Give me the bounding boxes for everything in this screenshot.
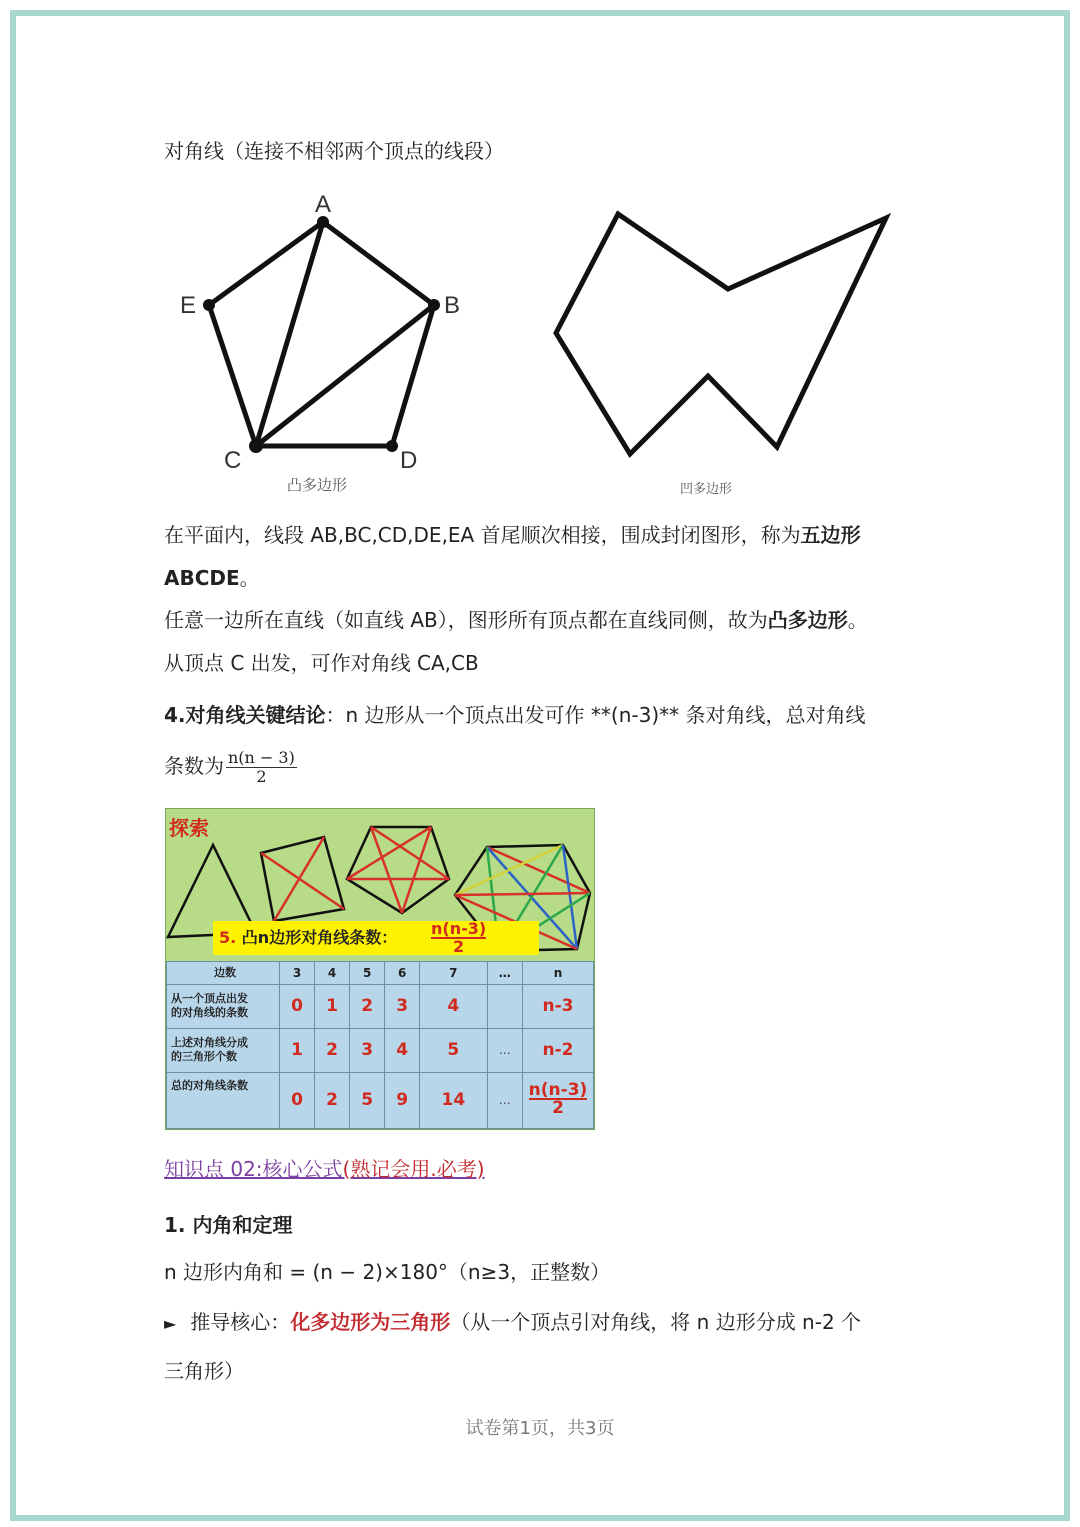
table-cell: 3 bbox=[350, 1028, 385, 1072]
table-header-cell: 4 bbox=[315, 962, 350, 985]
text-span: 在平面内，线段 AB,BC,CD,DE,EA 首尾顺次相接，围成封闭图形，称为 bbox=[164, 523, 801, 547]
derivation-key: 化多边形为三角形 bbox=[290, 1310, 451, 1334]
total-fraction-denominator: 2 bbox=[552, 1098, 564, 1119]
table-cell: 4 bbox=[420, 985, 487, 1029]
band-fraction-denominator: 2 bbox=[453, 937, 465, 956]
total-fraction-numerator: n(n-3) bbox=[528, 1080, 588, 1101]
explore-title: 探索 bbox=[169, 816, 209, 840]
derivation-line1 bbox=[164, 1307, 861, 1339]
table-cell: 2 bbox=[315, 1072, 350, 1128]
quad-diagonal-2 bbox=[274, 837, 324, 921]
table-header-cell: 边数 bbox=[167, 962, 280, 985]
bullet-icon: ► bbox=[164, 1314, 177, 1333]
subsection-title: 1. 内角和定理 bbox=[164, 1213, 293, 1237]
diagonal-conclusion-line2 bbox=[164, 744, 297, 788]
vertex-label-d: D bbox=[400, 447, 418, 474]
conclusion-label: 4.对角线关键结论 bbox=[164, 703, 326, 727]
total-diagonals-fraction bbox=[226, 749, 297, 786]
band-number: 5. bbox=[219, 928, 237, 947]
concave-caption: 凹多边形 bbox=[680, 481, 733, 496]
table-cell: 3 bbox=[385, 985, 420, 1029]
table-cell: 2 bbox=[315, 1028, 350, 1072]
text-span: ：n 边形从一个顶点出发可作 **(n-3)** 条对角线，总对角线 bbox=[325, 703, 866, 727]
row-label bbox=[167, 1028, 280, 1072]
row-label-line: 上述对角线分成 bbox=[171, 1036, 248, 1050]
table-cell: 1 bbox=[280, 1028, 315, 1072]
section-heading-main: 知识点 02:核心公式 bbox=[164, 1157, 343, 1181]
pentagon-term: 五边形 bbox=[800, 523, 861, 547]
section-heading bbox=[164, 1154, 485, 1184]
text-span: 任意一边所在直线（如直线 AB），图形所有顶点都在直线同侧，故为 bbox=[164, 608, 768, 632]
table-header-cell: n bbox=[523, 962, 594, 985]
table-cell: 1 bbox=[315, 985, 350, 1029]
table-cell: 5 bbox=[350, 1072, 385, 1128]
text-span: （从一个顶点引对角线，将 n 边形分成 n-2 个 bbox=[450, 1310, 862, 1334]
diagonal-definition: 对角线（连接不相邻两个顶点的线段） bbox=[164, 139, 504, 163]
formula-band bbox=[213, 921, 539, 955]
table-cell: 5 bbox=[420, 1028, 487, 1072]
table-row bbox=[167, 985, 594, 1029]
table-cell: … bbox=[487, 1072, 523, 1128]
table-header-cell: … bbox=[487, 962, 523, 985]
page-footer: 试卷第1页，共3页 bbox=[465, 1418, 615, 1439]
convex-caption: 凸多边形 bbox=[287, 477, 348, 494]
band-fraction bbox=[431, 921, 486, 955]
table-cell: 14 bbox=[420, 1072, 487, 1128]
concave-outline bbox=[556, 214, 886, 454]
diagonal-ca bbox=[256, 222, 323, 446]
table-cell bbox=[487, 985, 523, 1029]
table-cell: 9 bbox=[385, 1072, 420, 1128]
band-text: 凸n边形对角线条数： bbox=[241, 928, 398, 947]
diagonal-conclusion-line1 bbox=[164, 700, 866, 730]
section-heading-note: (熟记会用.必考) bbox=[342, 1157, 485, 1181]
table-cell: n-2 bbox=[523, 1028, 594, 1072]
table-row bbox=[167, 1028, 594, 1072]
table-cell: 2 bbox=[350, 985, 385, 1029]
row-label bbox=[167, 985, 280, 1029]
table-cell-fraction bbox=[523, 1072, 594, 1128]
total-fraction bbox=[528, 1080, 588, 1119]
table-cell: 4 bbox=[385, 1028, 420, 1072]
band-fraction-numerator: n(n-3) bbox=[431, 919, 487, 938]
row-label-line: 的对角线的条数 bbox=[171, 1006, 248, 1020]
row-label-line: 总的对角线条数 bbox=[171, 1078, 248, 1092]
row-label-line: 的三角形个数 bbox=[171, 1050, 237, 1064]
table-cell: 0 bbox=[280, 1072, 315, 1128]
fraction-denominator: 2 bbox=[256, 767, 267, 786]
diagonal-cb bbox=[256, 305, 434, 446]
convex-term: 凸多边形 bbox=[767, 608, 848, 632]
table-header-cell: 5 bbox=[350, 962, 385, 985]
interior-angle-formula: n 边形内角和 = (n − 2)×180°（n≥3，正整数） bbox=[164, 1260, 611, 1284]
table-cell: … bbox=[487, 1028, 523, 1072]
vertex-label-a: A bbox=[315, 191, 332, 218]
text-span: 条数为 bbox=[164, 754, 224, 778]
table-header-cell: 6 bbox=[385, 962, 420, 985]
fraction-numerator: n(n − 3) bbox=[228, 748, 295, 767]
table-header-cell: 3 bbox=[280, 962, 315, 985]
convex-explanation bbox=[164, 605, 868, 635]
vertex-label-b: B bbox=[444, 292, 461, 319]
pentagon-definition-line1 bbox=[164, 520, 861, 550]
quadrilateral bbox=[261, 837, 344, 921]
table-cell: 0 bbox=[280, 985, 315, 1029]
concave-polygon-figure bbox=[540, 200, 910, 500]
vertex-label-c: C bbox=[224, 447, 242, 474]
row-label bbox=[167, 1072, 280, 1128]
pentagon-definition-line2 bbox=[164, 563, 260, 593]
table-cell: n-3 bbox=[523, 985, 594, 1029]
text-span: 推导核心： bbox=[190, 1310, 291, 1334]
explore-figure bbox=[165, 808, 595, 1130]
pentagon-name: ABCDE bbox=[164, 566, 240, 590]
table-header-cell: 7 bbox=[420, 962, 487, 985]
vertex-label-e: E bbox=[180, 292, 197, 319]
derivation-line2: 三角形） bbox=[164, 1359, 244, 1383]
text-span: 。 bbox=[847, 608, 868, 632]
vertex-c-diagonals: 从顶点 C 出发，可作对角线 CA,CB bbox=[164, 651, 479, 675]
pentagon-diagonals bbox=[347, 827, 449, 913]
convex-pentagon-figure bbox=[172, 186, 482, 498]
text-span: 。 bbox=[239, 566, 260, 590]
table-header-row bbox=[167, 962, 594, 985]
row-label-line: 从一个顶点出发 bbox=[171, 992, 248, 1006]
diagonal-count-table bbox=[166, 961, 594, 1129]
table-row bbox=[167, 1072, 594, 1128]
